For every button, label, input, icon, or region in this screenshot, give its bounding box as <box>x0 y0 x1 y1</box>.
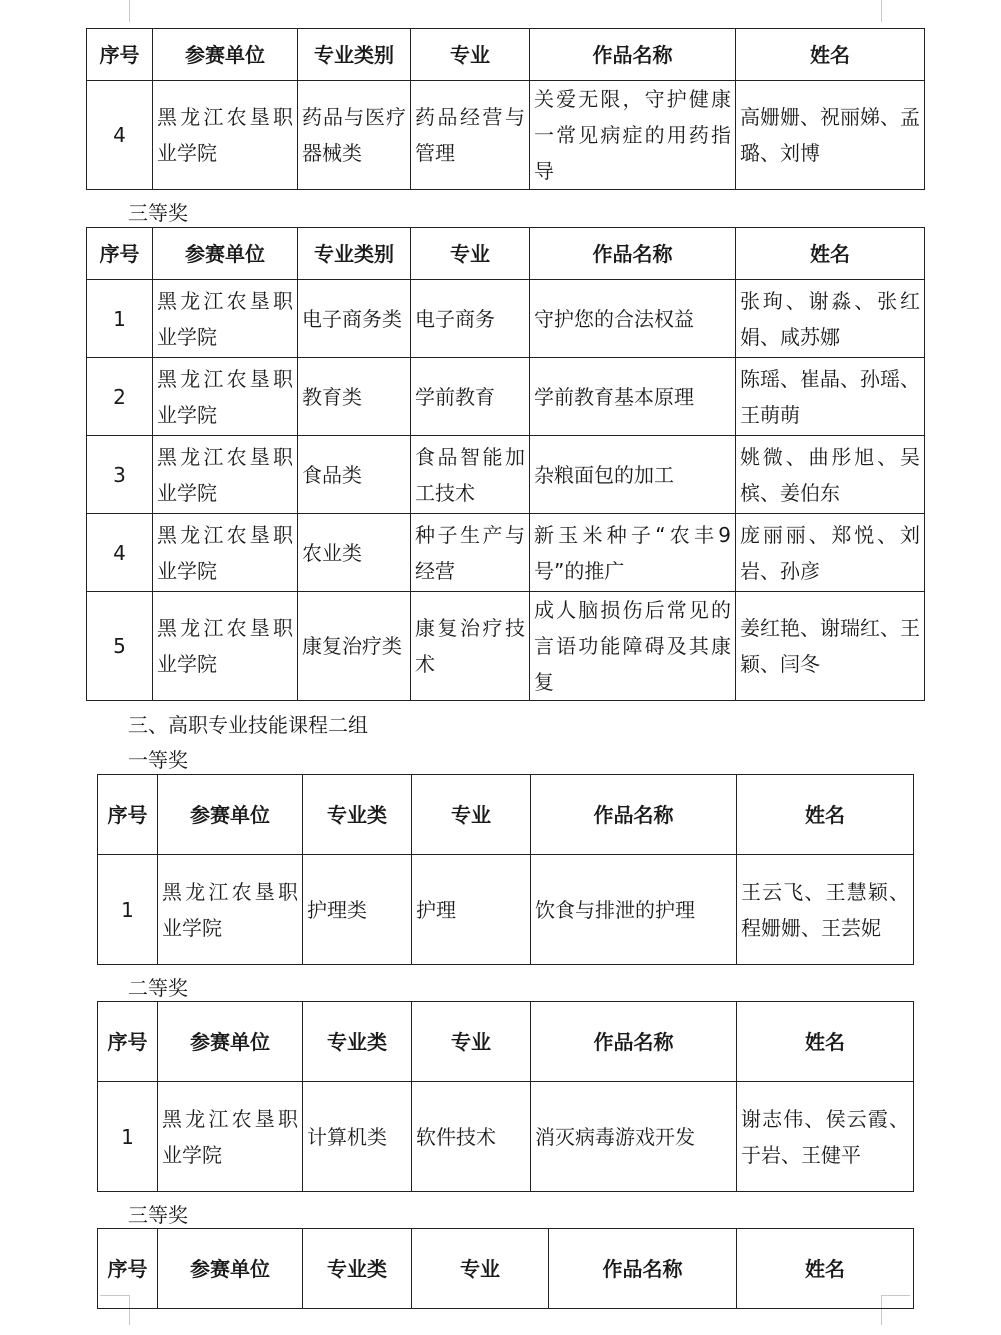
header-cell-unit: 参赛单位 <box>158 1002 303 1082</box>
table-row <box>87 436 925 514</box>
table-row <box>87 81 925 190</box>
award-table-first-prize <box>97 774 914 965</box>
cell-unit: 黑龙江农垦职业学院 <box>158 855 303 965</box>
label-third-prize-group2: 三等奖 <box>128 1203 188 1227</box>
cell-category: 农业类 <box>298 514 411 592</box>
table-header-row <box>98 775 914 855</box>
label-third-prize: 三等奖 <box>128 201 188 225</box>
cell-unit: 黑龙江农垦职业学院 <box>153 81 298 190</box>
cell-category: 康复治疗类 <box>298 592 411 701</box>
cell-names: 高姗姗、祝丽娣、孟璐、刘博 <box>736 81 925 190</box>
cell-no: 4 <box>87 81 153 190</box>
cell-work: 成人脑损伤后常见的言语功能障碍及其康复 <box>530 592 736 701</box>
cell-unit: 黑龙江农垦职业学院 <box>158 1082 303 1192</box>
header-cell-unit: 参赛单位 <box>153 228 298 280</box>
cell-major: 电子商务 <box>411 280 530 358</box>
table-row <box>87 358 925 436</box>
cell-major: 种子生产与经营 <box>411 514 530 592</box>
header-cell-unit: 参赛单位 <box>158 1229 303 1309</box>
header-cell-no: 序号 <box>98 1002 158 1082</box>
cell-unit: 黑龙江农垦职业学院 <box>153 592 298 701</box>
header-cell-names: 姓名 <box>736 29 925 81</box>
cell-major: 药品经营与管理 <box>411 81 530 190</box>
table-row <box>98 855 914 965</box>
cell-names: 庞丽丽、郑悦、刘岩、孙彦 <box>736 514 925 592</box>
cell-names: 张珣、谢淼、张红娟、咸苏娜 <box>736 280 925 358</box>
header-cell-category: 专业类别 <box>298 29 411 81</box>
cell-no: 5 <box>87 592 153 701</box>
header-cell-major: 专业 <box>412 1229 549 1309</box>
header-cell-work: 作品名称 <box>530 29 736 81</box>
header-cell-no: 序号 <box>87 228 153 280</box>
label-second-prize: 二等奖 <box>128 976 188 1000</box>
cell-work: 守护您的合法权益 <box>530 280 736 358</box>
table-row <box>98 1082 914 1192</box>
award-table-continued <box>86 28 925 190</box>
header-cell-category: 专业类 <box>303 775 412 855</box>
header-cell-category: 专业类 <box>303 1229 412 1309</box>
cell-names: 谢志伟、侯云霞、于岩、王健平 <box>737 1082 914 1192</box>
cell-work: 关爱无限，守护健康一常见病症的用药指导 <box>530 81 736 190</box>
header-cell-names: 姓名 <box>737 1229 914 1309</box>
cell-work: 新玉米种子“农丰9号”的推广 <box>530 514 736 592</box>
crop-mark-top-left <box>129 0 130 22</box>
award-table-third-prize-group2 <box>97 1228 914 1309</box>
crop-mark-top-right <box>881 0 882 22</box>
cell-major: 软件技术 <box>412 1082 531 1192</box>
cell-major: 学前教育 <box>411 358 530 436</box>
table-header-row <box>87 29 925 81</box>
header-cell-work: 作品名称 <box>530 228 736 280</box>
cell-major: 食品智能加工技术 <box>411 436 530 514</box>
cell-category: 电子商务类 <box>298 280 411 358</box>
table-row <box>87 514 925 592</box>
header-cell-major: 专业 <box>411 29 530 81</box>
cell-category: 计算机类 <box>303 1082 412 1192</box>
cell-work: 杂粮面包的加工 <box>530 436 736 514</box>
table-row <box>87 280 925 358</box>
header-cell-names: 姓名 <box>737 1002 914 1082</box>
header-cell-no: 序号 <box>87 29 153 81</box>
header-cell-major: 专业 <box>411 228 530 280</box>
header-cell-work: 作品名称 <box>549 1229 737 1309</box>
header-cell-work: 作品名称 <box>531 775 737 855</box>
cell-no: 1 <box>87 280 153 358</box>
header-cell-category: 专业类别 <box>298 228 411 280</box>
table-header-row <box>98 1002 914 1082</box>
header-cell-no: 序号 <box>98 775 158 855</box>
cell-category: 药品与医疗器械类 <box>298 81 411 190</box>
section-heading: 三、高职专业技能课程二组 <box>128 713 368 737</box>
cell-major: 护理 <box>412 855 531 965</box>
header-cell-names: 姓名 <box>736 228 925 280</box>
header-cell-no: 序号 <box>98 1229 158 1309</box>
award-table-third-prize <box>86 227 925 701</box>
cell-no: 4 <box>87 514 153 592</box>
label-first-prize: 一等奖 <box>128 748 188 772</box>
cell-work: 学前教育基本原理 <box>530 358 736 436</box>
cell-names: 姜红艳、谢瑞红、王颖、闫冬 <box>736 592 925 701</box>
cell-major: 康复治疗技术 <box>411 592 530 701</box>
cell-category: 食品类 <box>298 436 411 514</box>
cell-category: 护理类 <box>303 855 412 965</box>
header-cell-major: 专业 <box>412 1002 531 1082</box>
header-cell-major: 专业 <box>412 775 531 855</box>
award-table-second-prize <box>97 1001 914 1192</box>
cell-work: 消灭病毒游戏开发 <box>531 1082 737 1192</box>
cell-unit: 黑龙江农垦职业学院 <box>153 514 298 592</box>
header-cell-unit: 参赛单位 <box>153 29 298 81</box>
cell-names: 王云飞、王慧颖、程姗姗、王芸妮 <box>737 855 914 965</box>
header-cell-names: 姓名 <box>737 775 914 855</box>
table-row <box>87 592 925 701</box>
cell-no: 3 <box>87 436 153 514</box>
cell-category: 教育类 <box>298 358 411 436</box>
header-cell-unit: 参赛单位 <box>158 775 303 855</box>
cell-names: 姚微、曲彤旭、吴槟、姜伯东 <box>736 436 925 514</box>
cell-work: 饮食与排泄的护理 <box>531 855 737 965</box>
table-header-row <box>98 1229 914 1309</box>
table-header-row <box>87 228 925 280</box>
cell-no: 2 <box>87 358 153 436</box>
cell-unit: 黑龙江农垦职业学院 <box>153 436 298 514</box>
header-cell-category: 专业类 <box>303 1002 412 1082</box>
cell-unit: 黑龙江农垦职业学院 <box>153 280 298 358</box>
cell-no: 1 <box>98 855 158 965</box>
cell-names: 陈瑶、崔晶、孙瑶、王萌萌 <box>736 358 925 436</box>
cell-no: 1 <box>98 1082 158 1192</box>
cell-unit: 黑龙江农垦职业学院 <box>153 358 298 436</box>
header-cell-work: 作品名称 <box>531 1002 737 1082</box>
